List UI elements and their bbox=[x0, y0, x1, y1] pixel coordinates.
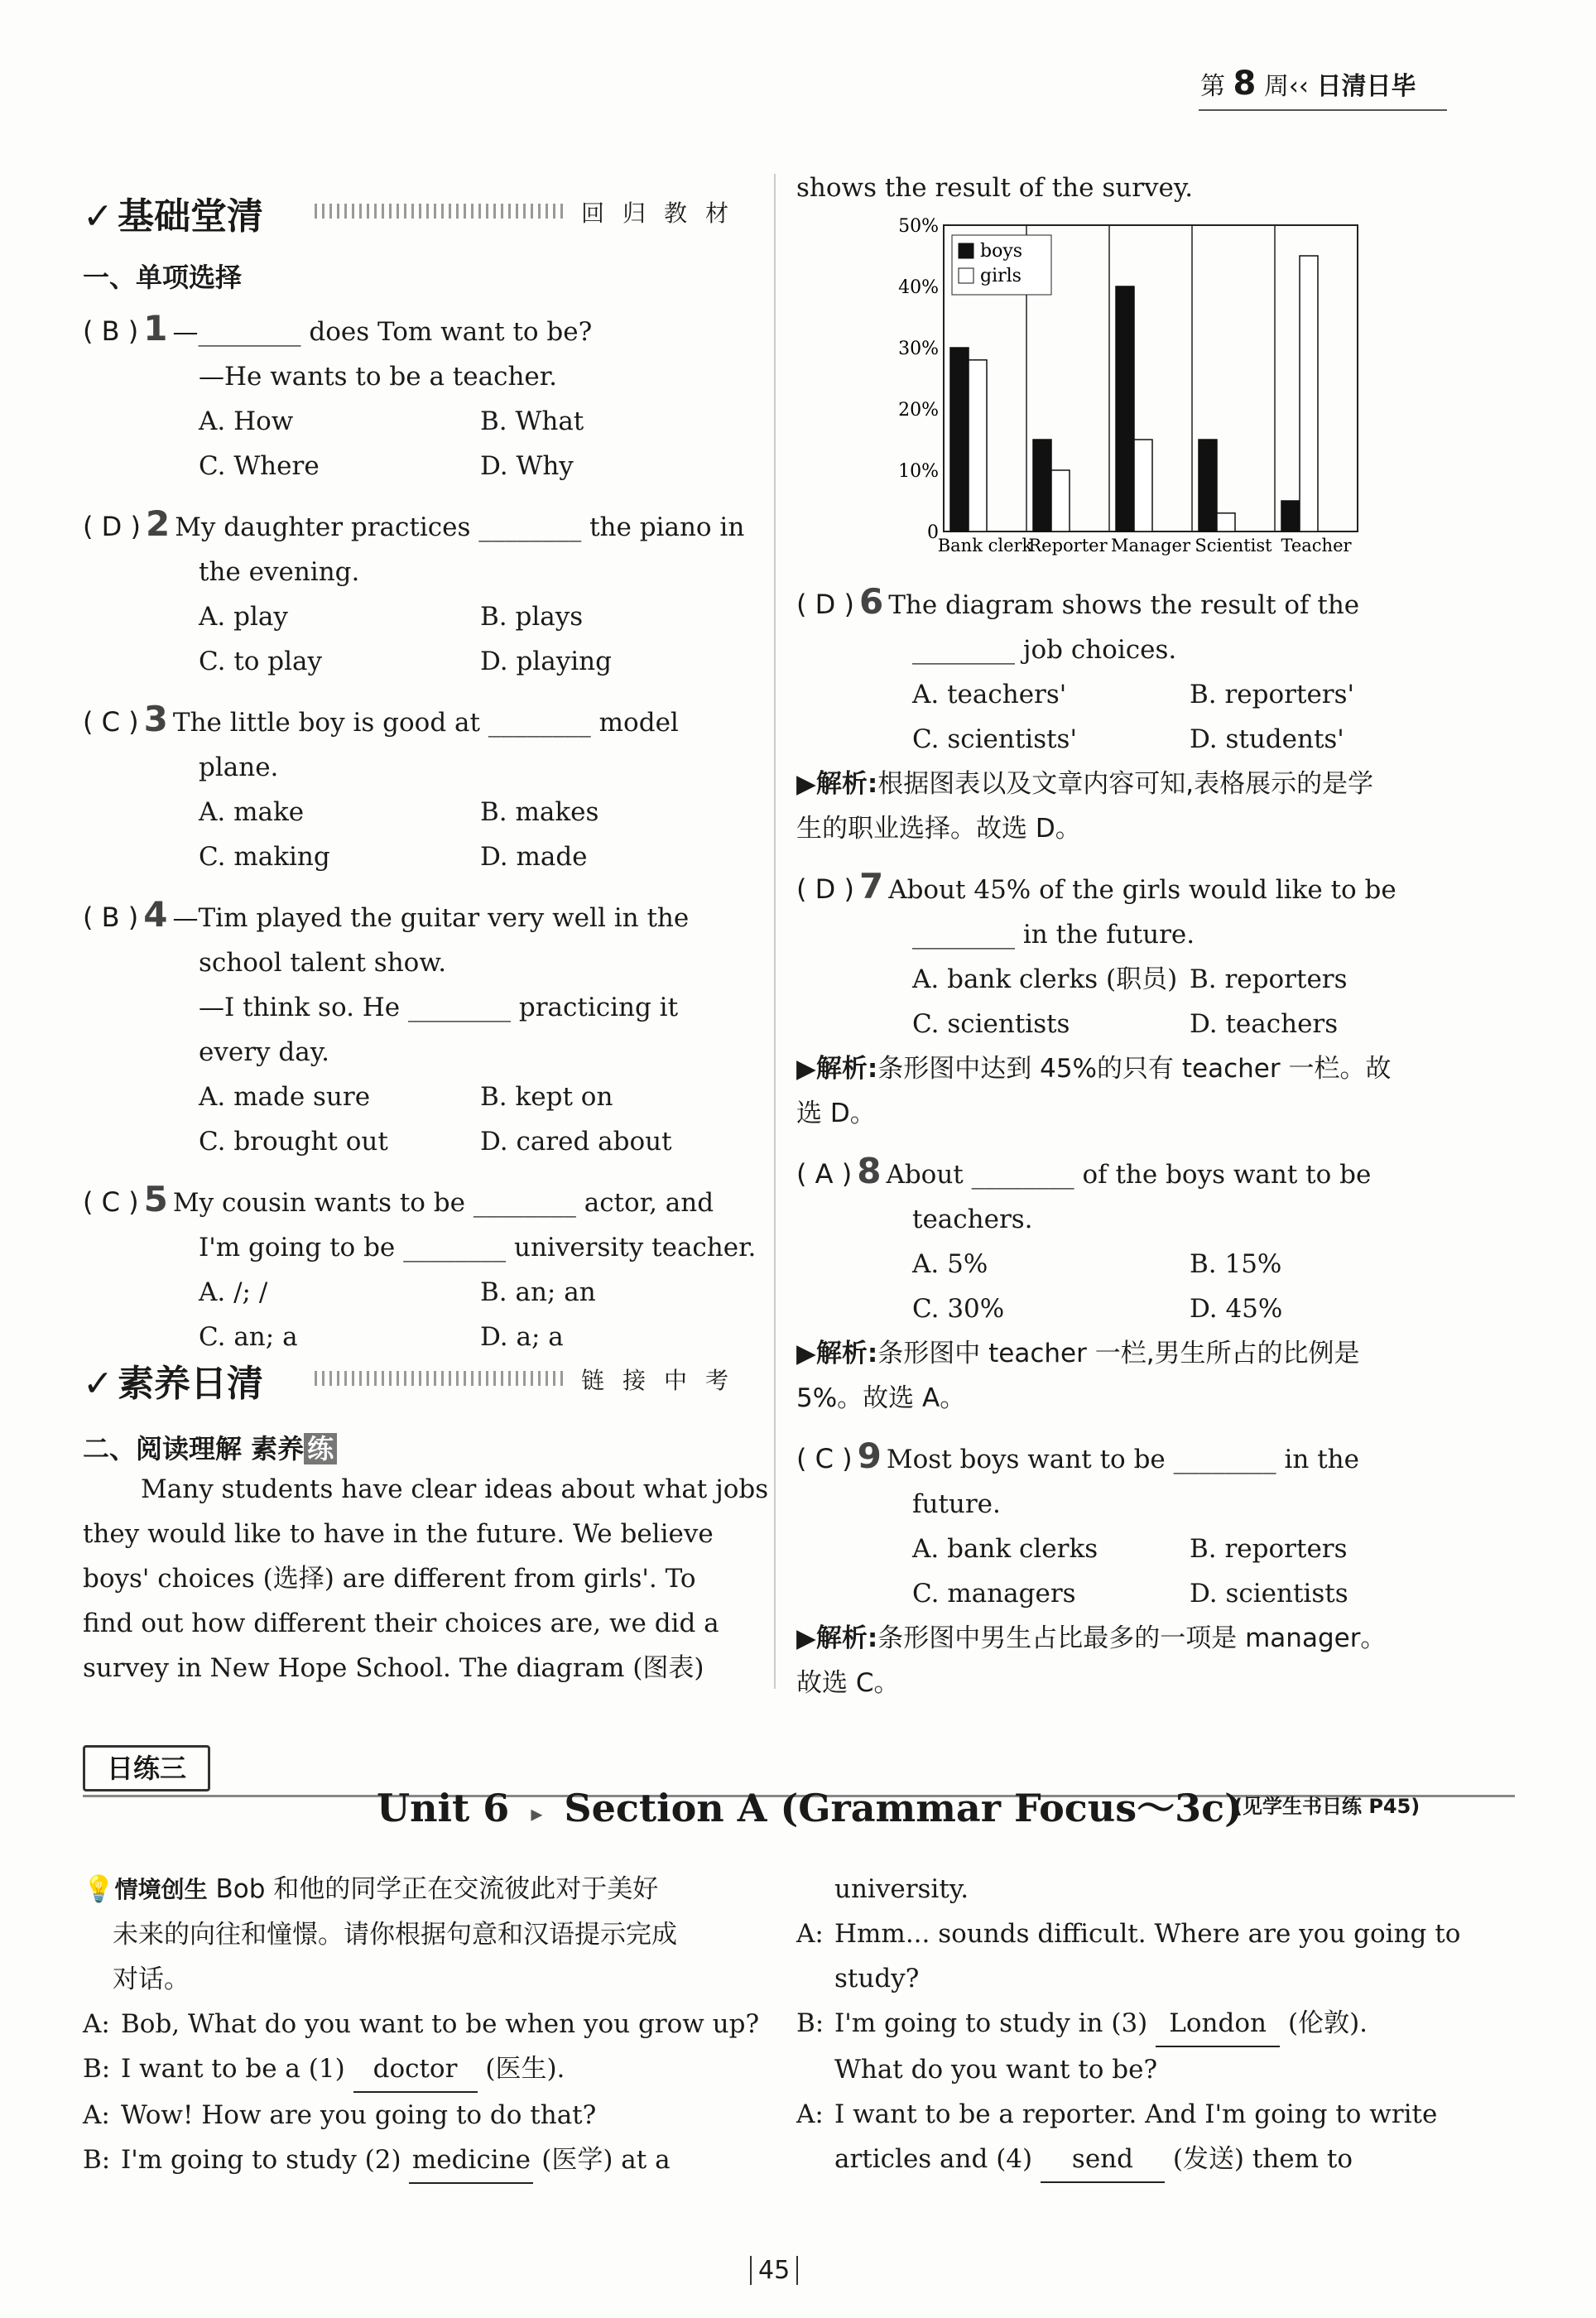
dialog-text: Wow! How are you going to do that? bbox=[121, 2100, 597, 2130]
answer-letter: B bbox=[101, 902, 120, 933]
context-label: 情境创生 bbox=[114, 1876, 208, 1903]
answer-letter: D bbox=[815, 873, 836, 905]
dialog-text: (伦敦). bbox=[1280, 2008, 1368, 2038]
fill-blank[interactable]: send bbox=[1041, 2137, 1165, 2183]
answer-paren: ( C ) bbox=[83, 1186, 139, 1218]
option-row bbox=[83, 639, 762, 684]
option-row bbox=[796, 1242, 1467, 1286]
dialog-text: (医生). bbox=[477, 2054, 565, 2084]
question-block bbox=[83, 306, 762, 488]
x-tick-label: Reporter bbox=[1028, 536, 1108, 555]
option[interactable]: B. reporters bbox=[1190, 1534, 1348, 1564]
option[interactable]: C. an; a bbox=[199, 1322, 298, 1352]
question-line: ________ in the future. bbox=[912, 920, 1195, 950]
y-tick-label: 50% bbox=[898, 217, 939, 237]
y-tick-label: 40% bbox=[898, 277, 939, 298]
answer-paren: ( A ) bbox=[796, 1158, 853, 1190]
explanation-line: 5%。故选 A。 bbox=[796, 1383, 966, 1413]
daily-ref: (见学生书日练 P45) bbox=[1233, 1795, 1421, 1818]
question-head bbox=[796, 580, 1467, 628]
explanation-line: ▶解析:条形图中达到 45%的只有 teacher 一栏。故 bbox=[796, 1054, 1392, 1084]
section2-sub-badge: 练 bbox=[304, 1433, 337, 1464]
question-line: My cousin wants to be ________ actor, and bbox=[172, 1188, 714, 1218]
section1-heading bbox=[83, 186, 263, 239]
bar-boys bbox=[1033, 440, 1051, 531]
dialog-text: Hmm... sounds difficult. Where are you going to bbox=[834, 1919, 1461, 1949]
option-row bbox=[83, 444, 762, 488]
answer-letter: D bbox=[815, 589, 836, 620]
option-row bbox=[83, 790, 762, 834]
bar-boys bbox=[950, 348, 969, 531]
arrow-icon: ▸ bbox=[531, 1800, 543, 1827]
answer-paren: ( D ) bbox=[83, 511, 141, 542]
option[interactable]: D. Why bbox=[480, 451, 574, 481]
explanation-label: ▶解析: bbox=[796, 1339, 878, 1368]
speaker: A: bbox=[83, 2009, 110, 2039]
section2-sub-text: 二、阅读理解 bbox=[83, 1433, 243, 1464]
answer-letter: B bbox=[101, 315, 120, 347]
fill-blank[interactable]: doctor bbox=[353, 2046, 478, 2093]
option[interactable]: D. scientists bbox=[1190, 1579, 1348, 1609]
explanation-label: ▶解析: bbox=[796, 1054, 878, 1084]
x-tick-label: Bank clerk bbox=[937, 536, 1033, 555]
question-block bbox=[796, 864, 1467, 1136]
option[interactable]: C. Where bbox=[199, 451, 320, 481]
bar-girls bbox=[1134, 440, 1152, 531]
option-row bbox=[83, 399, 762, 444]
legend-label: girls bbox=[980, 266, 1022, 286]
dialog-line bbox=[796, 2001, 1460, 2047]
section2-title: 素养日清 bbox=[117, 1363, 263, 1405]
question-head bbox=[796, 864, 1467, 912]
option[interactable]: D. a; a bbox=[480, 1322, 564, 1352]
question-head bbox=[83, 697, 762, 745]
dialog-line bbox=[796, 2047, 1460, 2092]
question-line: The diagram shows the result of the bbox=[888, 590, 1360, 620]
fill-blank[interactable]: London bbox=[1156, 2001, 1280, 2047]
question-line: Most boys want to be ________ in the bbox=[886, 1445, 1359, 1474]
bar-girls bbox=[1051, 470, 1070, 531]
question-line: —________ does Tom want to be? bbox=[172, 317, 593, 347]
option[interactable]: B. makes bbox=[480, 797, 599, 827]
dialog-text: What do you want to be? bbox=[834, 2055, 1158, 2085]
dialog-line bbox=[796, 2137, 1460, 2183]
question-number: 4 bbox=[143, 894, 168, 935]
option[interactable]: D. cared about bbox=[480, 1127, 672, 1157]
option[interactable]: A. How bbox=[199, 406, 294, 436]
legend-swatch bbox=[959, 268, 973, 283]
answer-paren: ( B ) bbox=[83, 315, 139, 347]
header-brand: 日清日毕 bbox=[1316, 72, 1416, 101]
bar-boys bbox=[1199, 440, 1217, 531]
option[interactable]: A. make bbox=[199, 797, 305, 827]
option-row bbox=[83, 834, 762, 879]
question-number: 3 bbox=[143, 699, 168, 739]
dialog-line bbox=[796, 1867, 1460, 1912]
y-tick-label: 0 bbox=[927, 522, 939, 543]
option[interactable]: A. bank clerks bbox=[912, 1534, 1098, 1564]
passage-line: shows the result of the survey. bbox=[796, 173, 1194, 203]
option[interactable]: C. scientists bbox=[912, 1009, 1070, 1039]
unit-label: Unit 6 bbox=[377, 1786, 510, 1830]
question-block bbox=[796, 1149, 1467, 1421]
option[interactable]: D. teachers bbox=[1190, 1009, 1339, 1039]
section2-sub-tag: 素养 bbox=[251, 1433, 305, 1464]
explanation-label: ▶解析: bbox=[796, 1623, 878, 1653]
question-number: 6 bbox=[858, 581, 884, 622]
option-row bbox=[796, 957, 1467, 1002]
dialog-text: study? bbox=[834, 1964, 920, 1993]
question-line: —I think so. He ________ practicing it bbox=[199, 993, 679, 1022]
y-tick-label: 30% bbox=[898, 339, 939, 359]
question-line: The little boy is good at ________ model bbox=[172, 708, 679, 738]
option[interactable]: D. playing bbox=[480, 647, 612, 676]
answer-paren: ( C ) bbox=[83, 706, 139, 738]
passage-line: Many students have clear ideas about what jobs bbox=[141, 1474, 769, 1504]
option[interactable]: B. reporters bbox=[1190, 964, 1348, 994]
question-line: teachers. bbox=[912, 1205, 1033, 1234]
answer-paren: ( B ) bbox=[83, 902, 139, 933]
bar-girls bbox=[1300, 256, 1318, 531]
question-number: 2 bbox=[145, 503, 171, 544]
question-block bbox=[796, 580, 1467, 851]
header-week: 8 bbox=[1233, 65, 1257, 103]
daily-badge: 日练三 bbox=[106, 1753, 186, 1784]
explanation-line: 选 D。 bbox=[796, 1099, 876, 1128]
speaker: A: bbox=[83, 2100, 110, 2130]
explanation-label: ▶解析: bbox=[796, 769, 878, 799]
option[interactable]: C. to play bbox=[199, 647, 323, 676]
question-line: school talent show. bbox=[199, 948, 447, 978]
option[interactable]: C. making bbox=[199, 842, 330, 872]
option[interactable]: C. scientists' bbox=[912, 724, 1077, 754]
question-head bbox=[83, 1177, 762, 1225]
speaker: B: bbox=[83, 2145, 111, 2175]
context-line: 对话。 bbox=[113, 1965, 190, 1994]
option[interactable]: A. 5% bbox=[912, 1249, 988, 1279]
question-number: 7 bbox=[858, 866, 884, 907]
dialog-line bbox=[796, 1912, 1460, 1956]
context-line: Bob 和他的同学正在交流彼此对于美好 bbox=[215, 1874, 659, 1904]
passage-line: survey in New Hope School. The diagram (图表) bbox=[83, 1653, 704, 1683]
option-row bbox=[796, 1571, 1467, 1616]
passage-line: they would like to have in the future. We believe bbox=[83, 1519, 714, 1549]
option[interactable]: A. /; / bbox=[199, 1277, 268, 1307]
dialog-text: Bob, What do you want to be when you grow up? bbox=[121, 2009, 760, 2039]
header-prefix: 第 bbox=[1200, 72, 1225, 101]
dialog-line bbox=[796, 2092, 1460, 2137]
page-number: 45 bbox=[750, 2256, 798, 2285]
option-row bbox=[796, 1286, 1467, 1331]
option[interactable]: A. made sure bbox=[199, 1082, 371, 1112]
bar-boys bbox=[1281, 501, 1300, 531]
header-suffix: 周‹‹ bbox=[1263, 72, 1309, 101]
question-block bbox=[83, 697, 762, 879]
passage bbox=[83, 1467, 768, 1690]
question-number: 9 bbox=[857, 1436, 882, 1476]
answer-letter: C bbox=[815, 1443, 834, 1474]
option[interactable]: B. plays bbox=[480, 602, 584, 632]
bar-chart bbox=[877, 217, 1374, 565]
question-list-2 bbox=[796, 580, 1467, 1719]
section2-sub bbox=[83, 1428, 337, 1466]
section-label: Section A (Grammar Focus～3c) bbox=[564, 1786, 1243, 1830]
dialog-line bbox=[83, 2002, 759, 2046]
option[interactable]: B. reporters' bbox=[1190, 680, 1355, 709]
explanation-line: 生的职业选择。故选 D。 bbox=[796, 814, 1081, 844]
section2-tag: 链接中考 bbox=[581, 1367, 748, 1394]
question-head bbox=[83, 502, 762, 550]
option[interactable]: A. play bbox=[199, 602, 288, 632]
option-row bbox=[796, 717, 1467, 762]
check-icon: ✓ bbox=[83, 1363, 113, 1405]
question-number: 5 bbox=[143, 1179, 168, 1219]
question-line: future. bbox=[912, 1489, 1001, 1519]
question-line: —He wants to be a teacher. bbox=[199, 362, 558, 392]
dialog-line bbox=[83, 2046, 759, 2093]
question-head bbox=[83, 306, 762, 354]
x-tick-label: Teacher bbox=[1281, 536, 1352, 555]
option-row bbox=[796, 1002, 1467, 1046]
question-line: every day. bbox=[199, 1037, 329, 1067]
section1-dots bbox=[315, 204, 563, 219]
y-tick-label: 10% bbox=[898, 461, 939, 482]
dialog-text: I want to be a (1) bbox=[121, 2054, 353, 2084]
explanation-line: 故选 C。 bbox=[796, 1668, 900, 1698]
bar-girls bbox=[969, 360, 987, 531]
question-block bbox=[83, 502, 762, 684]
answer-paren: ( D ) bbox=[796, 589, 854, 620]
dialog-right bbox=[796, 1867, 1460, 2183]
check-icon: ✓ bbox=[83, 195, 113, 238]
section1-tag: 回归教材 bbox=[581, 200, 748, 227]
passage-line: boys' choices (选择) are different from girls'. To bbox=[83, 1564, 696, 1594]
question-block bbox=[83, 892, 762, 1164]
option-row bbox=[83, 1119, 762, 1164]
option[interactable]: B. What bbox=[480, 406, 584, 436]
option[interactable]: B. an; an bbox=[480, 1277, 596, 1307]
section1-title: 基础堂清 bbox=[117, 195, 263, 238]
option-row bbox=[83, 1270, 762, 1315]
question-head bbox=[796, 1149, 1467, 1197]
dialog-text: I'm going to study (2) bbox=[121, 2145, 410, 2175]
x-tick-label: Manager bbox=[1111, 536, 1190, 555]
answer-paren: ( C ) bbox=[796, 1443, 853, 1474]
question-head bbox=[796, 1434, 1467, 1482]
dialog-line bbox=[796, 1956, 1460, 2001]
bar-boys bbox=[1116, 286, 1134, 531]
option-row bbox=[83, 1315, 762, 1359]
unit-title bbox=[377, 1778, 1243, 1833]
question-block bbox=[83, 1177, 762, 1359]
question-line: I'm going to be ________ university teacher. bbox=[199, 1233, 757, 1262]
question-block bbox=[796, 1434, 1467, 1705]
answer-letter: C bbox=[101, 706, 120, 738]
option[interactable]: B. 15% bbox=[1190, 1249, 1282, 1279]
option[interactable]: A. bank clerks (职员) bbox=[912, 964, 1178, 994]
option[interactable]: C. 30% bbox=[912, 1294, 1005, 1324]
question-line: plane. bbox=[199, 753, 279, 782]
speaker: B: bbox=[83, 2054, 111, 2084]
question-list bbox=[83, 306, 762, 1373]
section1-sub: 一、单项选择 bbox=[83, 262, 243, 293]
daily-badge-box bbox=[83, 1745, 210, 1791]
question-line: About ________ of the boys want to be bbox=[886, 1160, 1372, 1190]
question-line: ________ job choices. bbox=[912, 635, 1177, 665]
option[interactable]: B. kept on bbox=[480, 1082, 613, 1112]
dialog-line bbox=[83, 2093, 759, 2138]
dialog-left bbox=[83, 2002, 759, 2184]
option[interactable]: D. 45% bbox=[1190, 1294, 1283, 1324]
question-line: My daughter practices ________ the piano in bbox=[175, 512, 745, 542]
fill-blank[interactable]: medicine bbox=[409, 2138, 533, 2184]
option[interactable]: C. managers bbox=[912, 1579, 1076, 1609]
passage-line: find out how different their choices are, we did a bbox=[83, 1609, 719, 1638]
legend-swatch bbox=[959, 243, 973, 258]
explanation-line: ▶解析:条形图中 teacher 一栏,男生所占的比例是 bbox=[796, 1339, 1360, 1368]
dialog-text: I'm going to study in (3) bbox=[834, 2008, 1156, 2038]
answer-letter: C bbox=[101, 1186, 120, 1218]
section2-heading bbox=[83, 1354, 263, 1407]
option-row bbox=[83, 594, 762, 639]
dialog-text: (发送) them to bbox=[1164, 2144, 1353, 2174]
explanation-line: ▶解析:条形图中男生占比最多的一项是 manager。 bbox=[796, 1623, 1387, 1653]
speaker: B: bbox=[796, 2008, 824, 2038]
answer-letter: D bbox=[101, 511, 123, 542]
bar-girls bbox=[1217, 513, 1235, 531]
dialog-text: articles and (4) bbox=[834, 2144, 1041, 2174]
dialog-text: I want to be a reporter. And I'm going to write bbox=[834, 2099, 1438, 2129]
page-header bbox=[1200, 65, 1416, 103]
speaker: A: bbox=[796, 1919, 824, 1949]
dialog-line bbox=[83, 2138, 759, 2184]
bulb-icon: 💡 bbox=[83, 1874, 115, 1904]
header-rule bbox=[1199, 109, 1447, 111]
question-line: —Tim played the guitar very well in the bbox=[172, 903, 690, 933]
legend-label: boys bbox=[980, 241, 1023, 262]
explanation-line: ▶解析:根据图表以及文章内容可知,表格展示的是学 bbox=[796, 769, 1374, 799]
context-line: 未来的向往和憧憬。请你根据句意和汉语提示完成 bbox=[113, 1920, 677, 1950]
question-head bbox=[83, 892, 762, 940]
option[interactable]: D. made bbox=[480, 842, 588, 872]
answer-paren: ( D ) bbox=[796, 873, 854, 905]
option[interactable]: D. students' bbox=[1190, 724, 1344, 754]
option-row bbox=[796, 1527, 1467, 1571]
question-line: the evening. bbox=[199, 557, 360, 587]
option[interactable]: C. brought out bbox=[199, 1127, 388, 1157]
speaker: A: bbox=[796, 2099, 824, 2129]
context bbox=[83, 1867, 677, 2002]
question-line: About 45% of the girls would like to be bbox=[888, 875, 1396, 905]
section2-dots bbox=[315, 1371, 563, 1386]
y-tick-label: 20% bbox=[898, 400, 939, 421]
option-row bbox=[83, 1075, 762, 1119]
option[interactable]: A. teachers' bbox=[912, 680, 1067, 709]
x-tick-label: Scientist bbox=[1195, 536, 1272, 555]
option-row bbox=[796, 672, 1467, 717]
question-number: 1 bbox=[143, 308, 168, 349]
dialog-text: (医学) at a bbox=[533, 2145, 671, 2175]
question-number: 8 bbox=[857, 1151, 882, 1191]
answer-letter: A bbox=[815, 1158, 834, 1190]
dialog-text: university. bbox=[834, 1874, 969, 1904]
column-divider bbox=[774, 174, 776, 1689]
